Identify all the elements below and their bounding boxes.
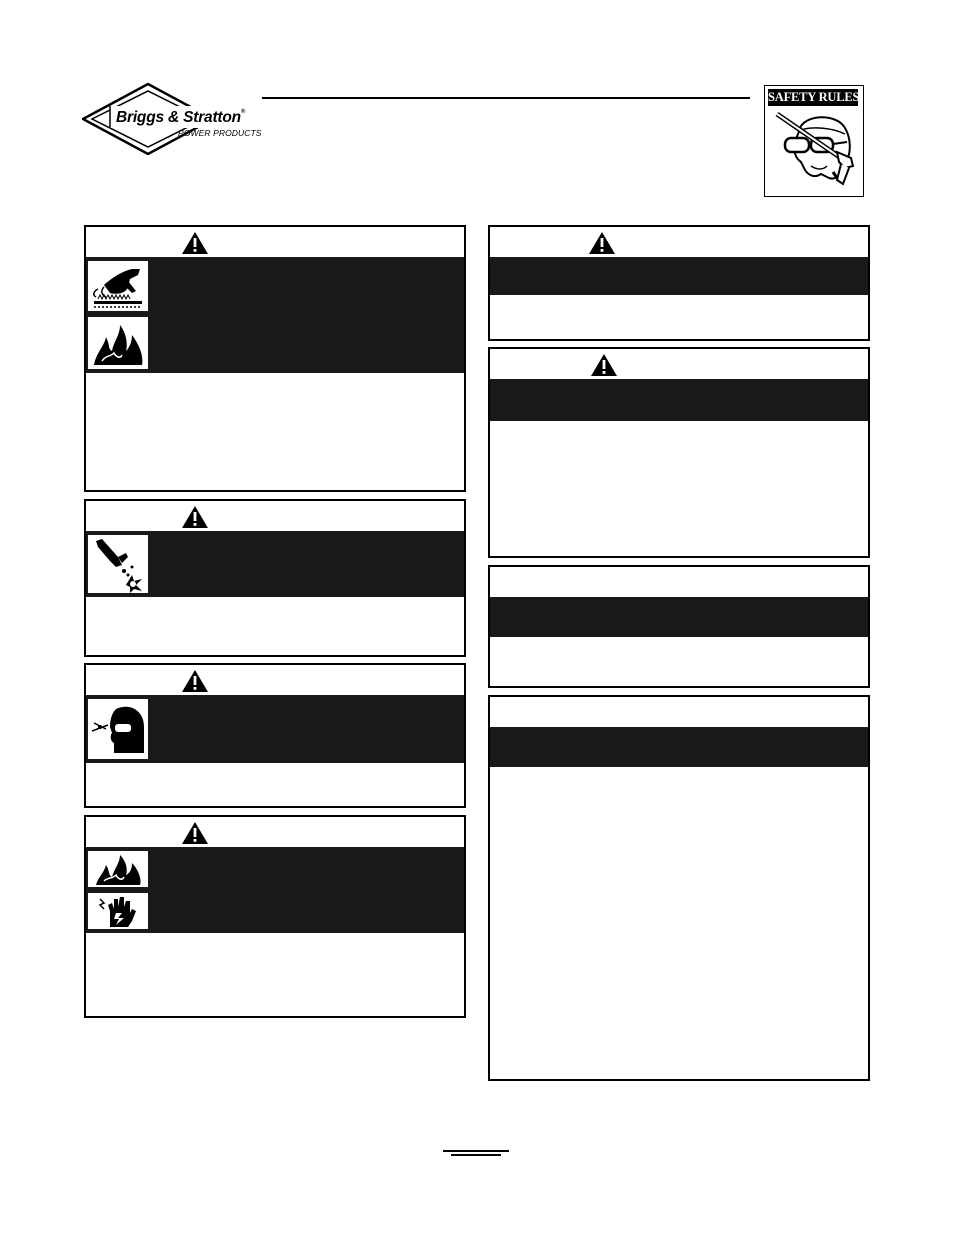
panel-body [86,373,464,490]
hot-surface-icon [86,259,150,313]
page-marker-rule-bottom [451,1154,501,1156]
safety-rules-label: SAFETY RULES [768,90,860,104]
brand-subtitle: POWER PRODUCTS [178,128,262,138]
panel-body [86,597,464,655]
warning-panel-right-1 [488,225,870,341]
electric-shock-icon [86,891,150,931]
panel-header [86,227,464,257]
caution-panel-right-3 [488,565,870,688]
fire-icon [86,315,150,371]
caution-panel-right-4 [488,695,870,1081]
panel-header [86,817,464,847]
safety-rules-badge [764,85,864,197]
brand-logo [82,82,262,156]
alert-triangle-icon [181,231,209,255]
panel-black-bar [490,257,868,295]
brand-name: Briggs & Stratton® [116,109,246,126]
alert-triangle-icon [181,669,209,693]
panel-body [490,767,868,1079]
fire-icon [86,849,150,889]
panel-black-bar [86,695,464,763]
panel-black-bar [86,257,464,373]
alert-triangle-icon [588,231,616,255]
warning-panel-moving-parts [84,499,466,657]
panel-body [86,933,464,1016]
panel-body [490,295,868,339]
panel-black-bar [490,727,868,767]
panel-body [490,637,868,686]
warning-panel-right-2 [488,347,870,558]
panel-black-bar [86,531,464,597]
panel-header [490,349,868,379]
panel-body [490,421,868,556]
alert-triangle-icon [590,353,618,377]
safety-goggles-illustration-icon [771,108,857,192]
warning-panel-hot-surface-fire [84,225,466,492]
panel-header [86,665,464,695]
panel-black-bar [490,379,868,421]
page-marker-rule-top [443,1150,509,1152]
warning-panel-eye-protection [84,663,466,808]
panel-header [86,501,464,531]
warning-panel-fire-electric [84,815,466,1018]
header-rule [262,97,750,99]
moving-parts-icon [86,533,150,595]
panel-header [490,227,868,257]
panel-black-bar [490,597,868,637]
panel-header [490,697,868,727]
panel-black-bar [86,847,464,933]
alert-triangle-icon [181,821,209,845]
eye-protection-icon [86,697,150,761]
alert-triangle-icon [181,505,209,529]
panel-header [490,567,868,597]
panel-body [86,763,464,806]
page-number-marker [443,1150,509,1156]
